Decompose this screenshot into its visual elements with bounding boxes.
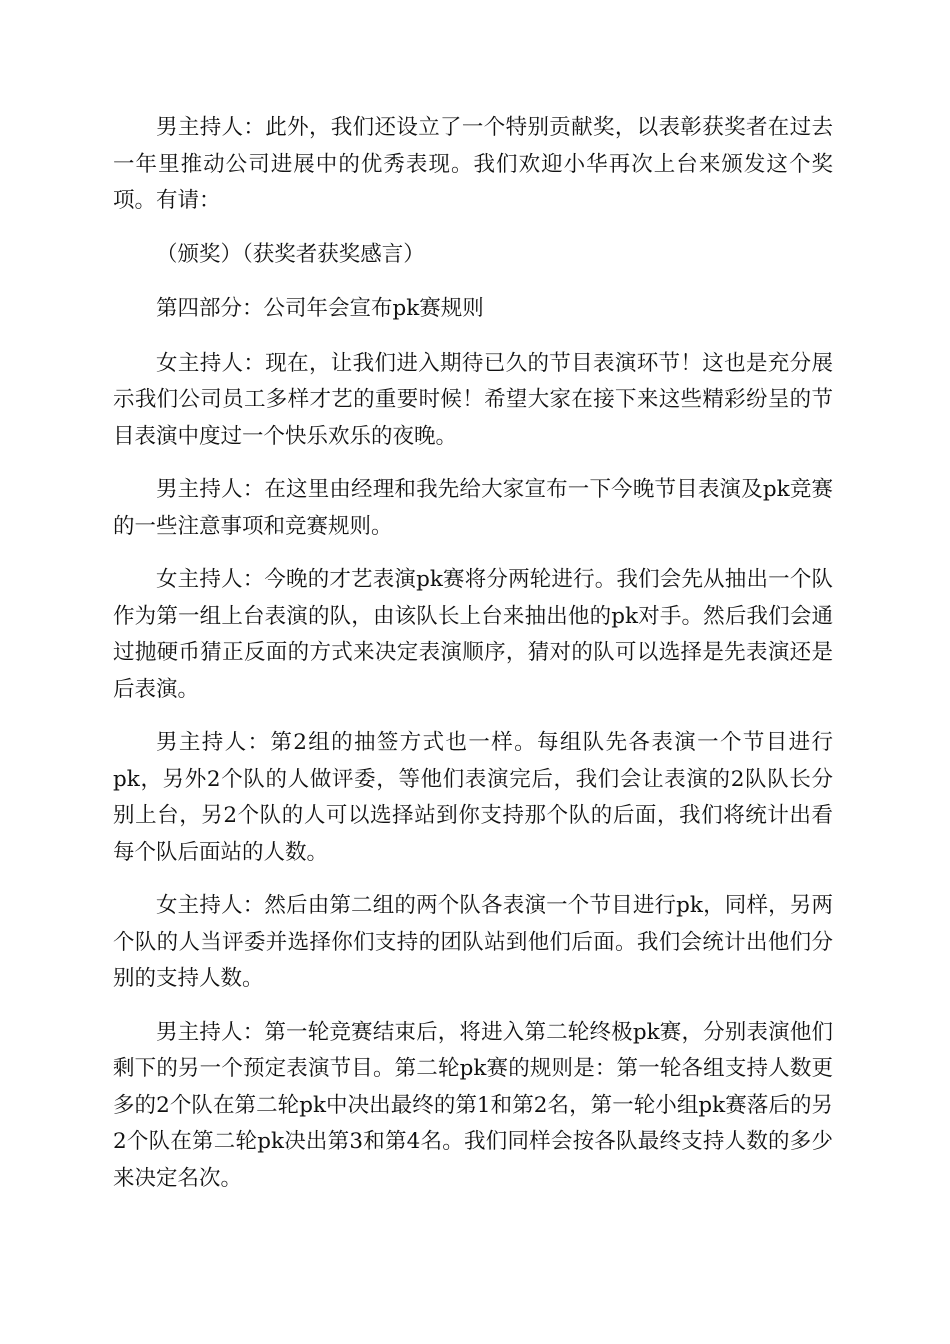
paragraph-special-award: 男主持人：此外，我们还设立了一个特别贡献奖，以表彰获奖者在过去一年里推动公司进展中的优秀表现。我们欢迎小华再次上台来颁发这个奖项。有请： — [113, 115, 833, 213]
paragraph-group-two-judging: 女主持人：然后由第二组的两个队各表演一个节目进行pk，同样，另两个队的人当评委并选择你们支持的团队站到他们后面。我们会统计出他们分别的支持人数。 — [113, 893, 833, 991]
paragraph-performance-intro: 女主持人：现在，让我们进入期待已久的节目表演环节！这也是充分展示我们公司员工多样才艺的重要时候！希望大家在接下来这些精彩纷呈的节目表演中度过一个快乐欢乐的夜晚。 — [113, 350, 833, 449]
paragraph-final-round-rules: 男主持人：第一轮竞赛结束后，将进入第二轮终极pk赛，分别表演他们剩下的另一个预定表演节目。第二轮pk赛的规则是：第一轮各组支持人数更多的2个队在第二轮pk中决出最终的第1和第2名，第一轮小组pk赛落后的另2个队在第二轮pk决出第3和第4名。我们同样会按各队最终支持人数的多少来决定名次。 — [113, 1019, 833, 1191]
section-heading-part-four: 第四部分：公司年会宣布pk赛规则 — [156, 296, 484, 321]
paragraph-round-one-draw: 女主持人：今晚的才艺表演pk赛将分两轮进行。我们会先从抽出一个队作为第一组上台表演的队，由该队长上台来抽出他的pk对手。然后我们会通过抛硬币猜正反面的方式来决定表演顺序，猜对的队可以选择是先表演还是后表演。 — [113, 567, 833, 702]
paragraph-rules-announcement: 男主持人：在这里由经理和我先给大家宣布一下今晚节目表演及pk竞赛的一些注意事项和竞赛规则。 — [113, 477, 833, 539]
paragraph-group-two-draw: 男主持人：第2组的抽签方式也一样。每组队先各表演一个节目进行pk，另外2个队的人做评委，等他们表演完后，我们会让表演的2队队长分别上台，另2个队的人可以选择站到你支持那个队的后面，我们将统计出看每个队后面站的人数。 — [113, 730, 833, 865]
paragraph-award-ceremony: （颁奖）（获奖者获奖感言） — [156, 241, 425, 267]
document-page — [113, 110, 833, 1214]
